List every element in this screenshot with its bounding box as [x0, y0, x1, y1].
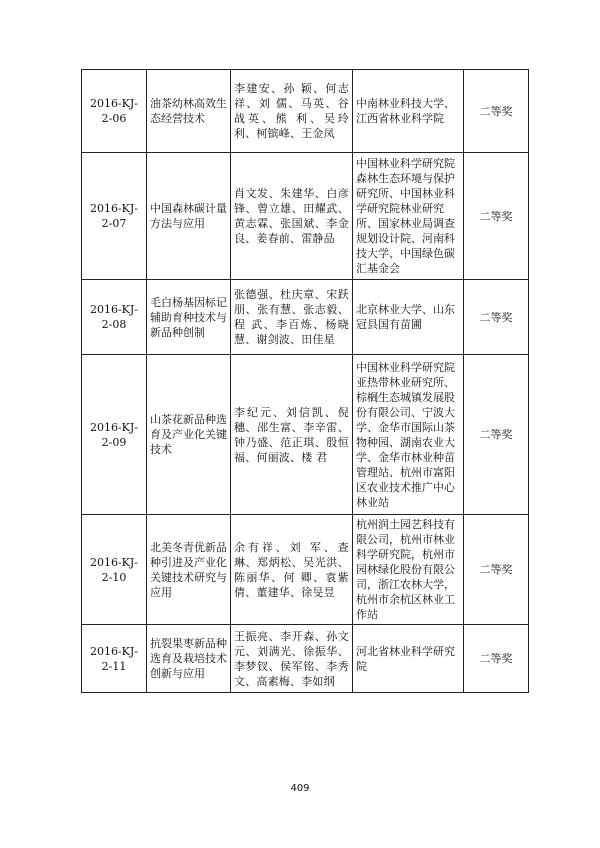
- project-units: 中国林业科学研究院亚热带林业研究所、棕榈生态城镇发展股份有限公司、宁波大学、金华市国际山茶物种园、湖南农业大学、金华市林业种苗管理站、杭州市富阳区农业技术推广中心林业站: [353, 355, 464, 515]
- table-row: [82, 70, 529, 153]
- award-grade: 二等奖: [464, 355, 529, 515]
- project-name: 中国森林碳计量方法与应用: [147, 153, 231, 280]
- project-id: 2016-KJ-2-07: [82, 153, 147, 280]
- awards-table: [81, 69, 529, 693]
- project-units: 杭州润土园艺科技有限公司，杭州市林业科学研究院，杭州市园林绿化股份有限公司，浙江农林大学，杭州市余杭区林业工作站: [353, 515, 464, 625]
- table-row: [82, 355, 529, 515]
- project-name: 山茶花新品种选育及产业化关键技术: [147, 355, 231, 515]
- award-grade: 二等奖: [464, 153, 529, 280]
- project-units: 河北省林业科学研究院: [353, 625, 464, 693]
- table-row: [82, 515, 529, 625]
- project-people: 张德强、杜庆章、宋跃朋、张有慧、张志毅、程 武、李百炼、杨晓慧、谢剑波、田佳星: [231, 280, 353, 355]
- project-people: 李纪元、刘信凯、倪穗、邵生富、李辛雷、钟乃盛、范正琪、殷恒福、何丽波、楼 君: [231, 355, 353, 515]
- project-people: 余有祥、刘 军、查琳、郑炳松、吴光洪、陈丽华、何 卿、袁紫倩、董建华、徐旻昱: [231, 515, 353, 625]
- project-id: 2016-KJ-2-09: [82, 355, 147, 515]
- project-id: 2016-KJ-2-11: [82, 625, 147, 693]
- project-id: 2016-KJ-2-06: [82, 70, 147, 153]
- award-grade: 二等奖: [464, 70, 529, 153]
- project-id: 2016-KJ-2-10: [82, 515, 147, 625]
- table-row: [82, 153, 529, 280]
- project-id: 2016-KJ-2-08: [82, 280, 147, 355]
- project-people: 李建安、孙 颖、何志祥、刘 儒、马英、谷战英、熊 利、吴玲利、柯镔峰、王金凤: [231, 70, 353, 153]
- project-people: 肖文发、朱建华、白彦锋、曾立雄、田耀武、黄志霖、张国斌、李金良、姜春前、雷静品: [231, 153, 353, 280]
- project-units: 中国林业科学研究院森林生态环境与保护研究所、中国林业科学研究院林业研究所、国家林业局调查规划设计院、河南科技大学、中国绿色碳汇基金会: [353, 153, 464, 280]
- table-row: [82, 625, 529, 693]
- project-name: 毛白杨基因标记辅助育种技术与新品种创制: [147, 280, 231, 355]
- project-name: 油茶幼林高效生态经营技术: [147, 70, 231, 153]
- award-grade: 二等奖: [464, 625, 529, 693]
- table-row: [82, 280, 529, 355]
- award-grade: 二等奖: [464, 280, 529, 355]
- project-name: 抗裂果枣新品种选育及栽培技术创新与应用: [147, 625, 231, 693]
- page-number: 409: [290, 783, 310, 794]
- project-name: 北美冬青优新品种引进及产业化关键技术研究与应用: [147, 515, 231, 625]
- project-units: 北京林业大学、山东冠县国有苗圃: [353, 280, 464, 355]
- project-units: 中南林业科技大学、江西省林业科学院: [353, 70, 464, 153]
- award-grade: 二等奖: [464, 515, 529, 625]
- project-people: 王振亮、李开森、孙文元、刘满光、徐振华、李梦钗、侯军铭、李秀文、高素梅、李如纲: [231, 625, 353, 693]
